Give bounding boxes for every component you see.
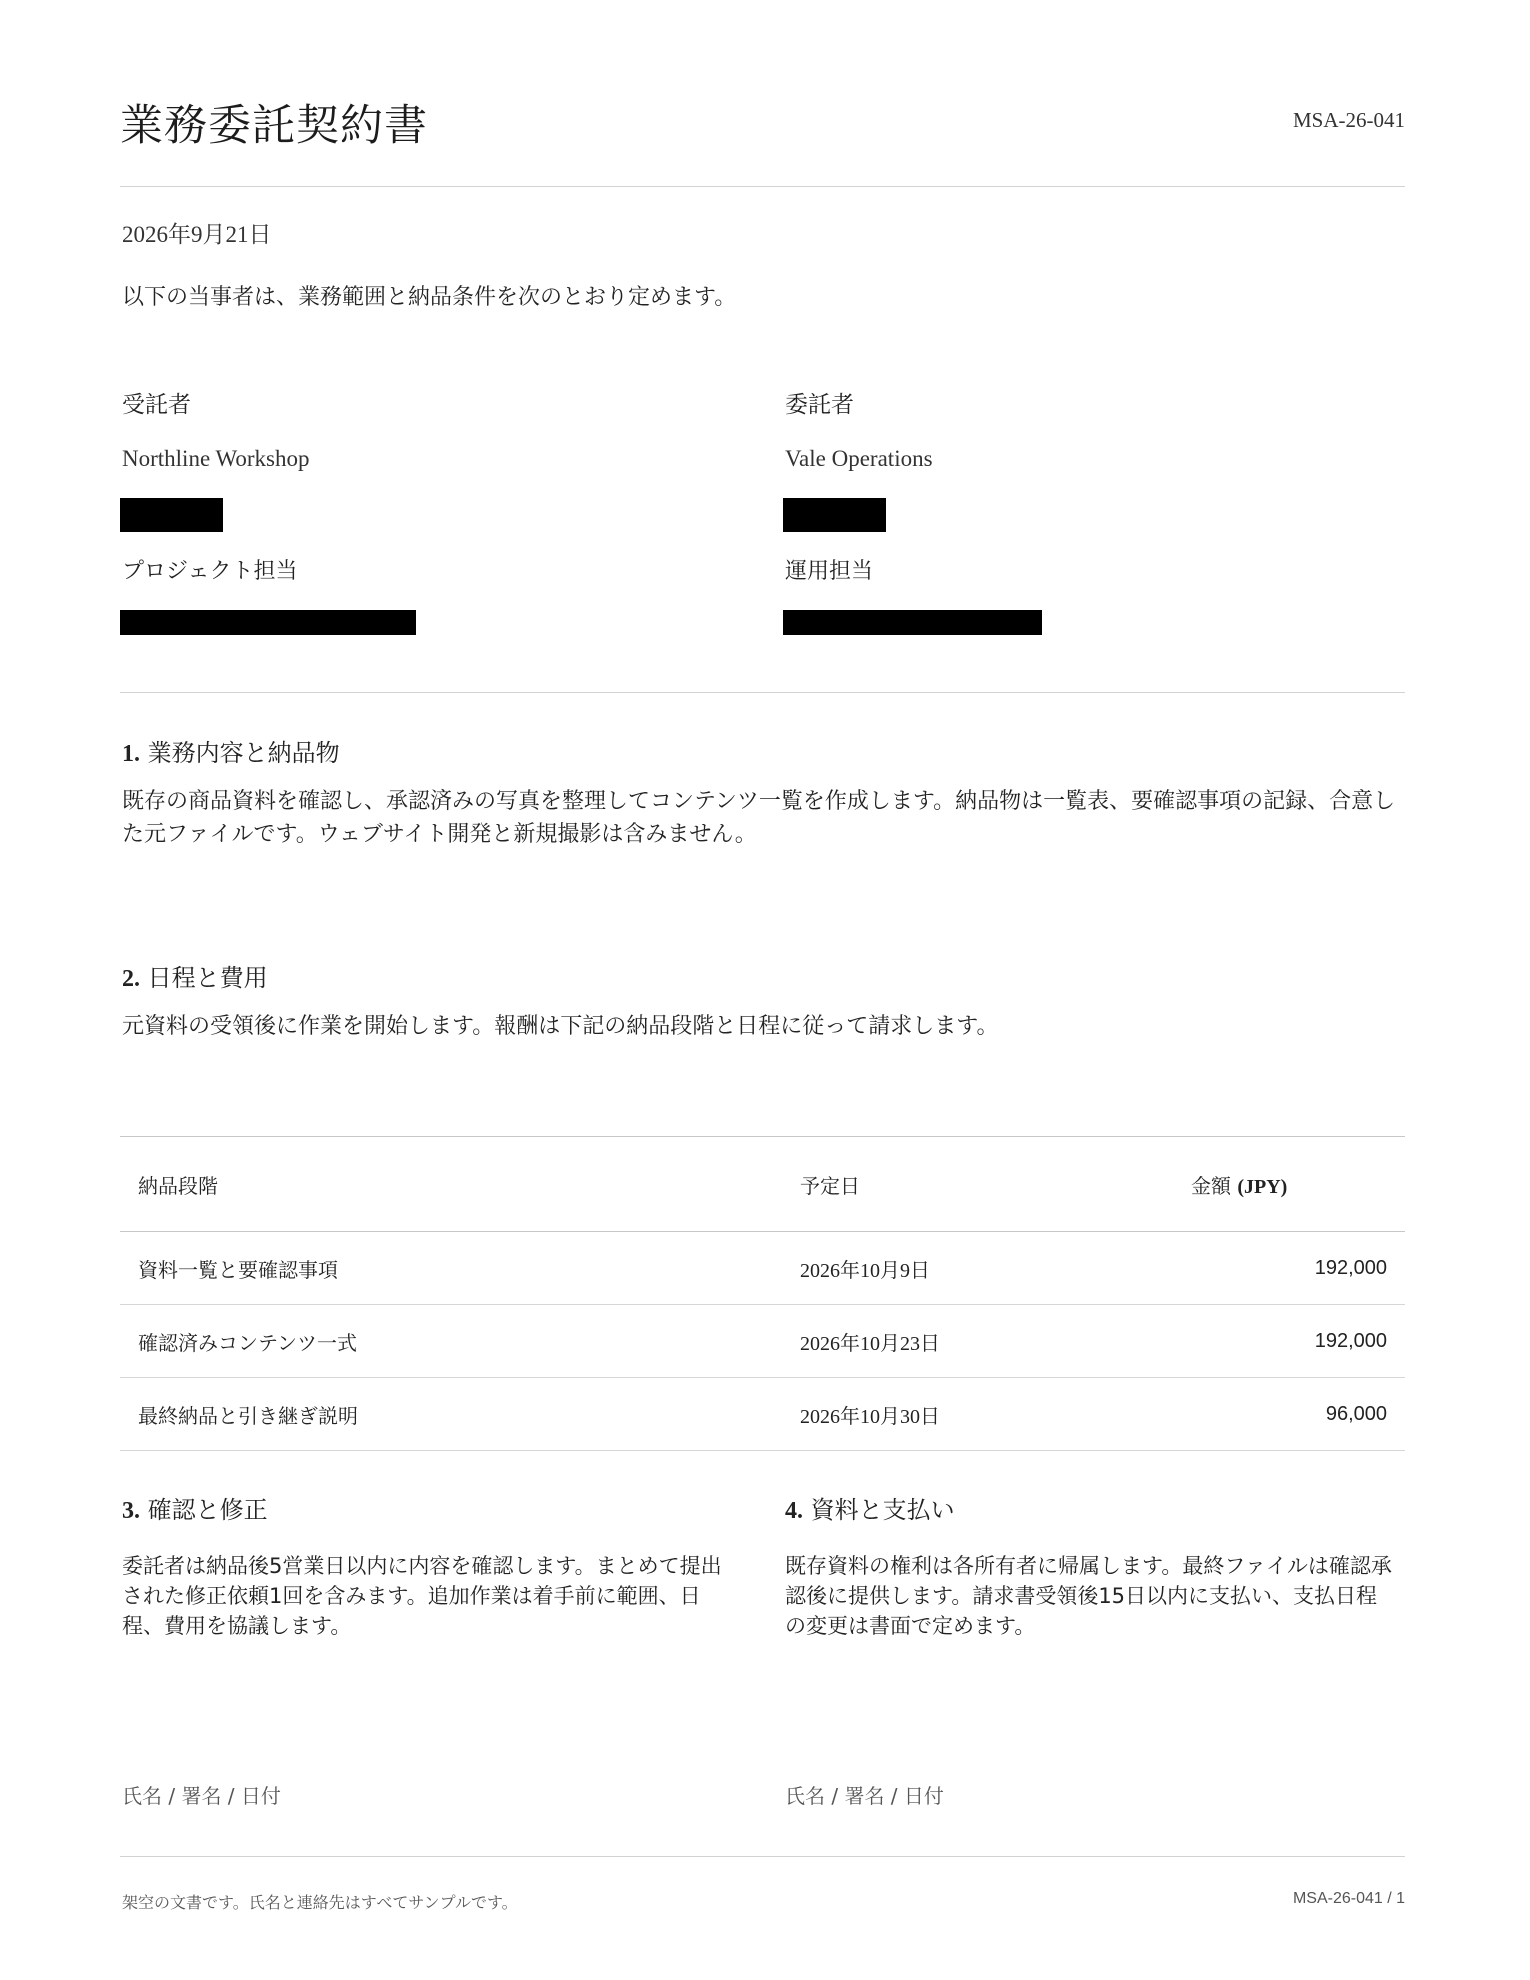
section-heading: 資料と支払い [810, 1496, 955, 1524]
table-row [120, 1378, 1405, 1451]
section-3-title [122, 1490, 732, 1525]
header-amount-unit: (JPY) [1237, 1175, 1288, 1198]
section-4-title [785, 1490, 1395, 1525]
table-header-row [120, 1137, 1405, 1232]
footer-divider [120, 1856, 1405, 1857]
document-id: MSA-26-041 [1292, 108, 1405, 132]
contract-date: 2026年9月21日 [122, 222, 272, 247]
party-role: 受託者 [122, 392, 191, 418]
row-amount: 192,000 [1191, 1305, 1405, 1378]
party-name: Vale Operations [785, 446, 933, 471]
row-stage: 確認済みコンテンツ一式 [120, 1305, 799, 1378]
section-2-body: 元資料の受領後に作業を開始します。報酬は下記の納品段階と日程に従って請求します。 [122, 1014, 999, 1039]
parties-divider [120, 692, 1405, 693]
redaction-bar [120, 610, 416, 635]
section-number: 1. [122, 741, 140, 767]
row-amount: 96,000 [1191, 1378, 1405, 1451]
header-divider [120, 186, 1405, 187]
row-date: 2026年10月30日 [799, 1378, 1191, 1451]
section-4-body: 既存資料の権利は各所有者に帰属します。最終ファイルは確認承認後に提供します。請求書受領後15日以内に支払い、支払日程の変更は書面で定めます。 [785, 1554, 1392, 1638]
row-stage: 資料一覧と要確認事項 [120, 1232, 799, 1305]
row-date: 2026年10月23日 [799, 1305, 1191, 1378]
section-3-body: 委託者は納品後5営業日以内に内容を確認します。まとめて提出された修正依頼1回を含みます。追加作業は着手前に範囲、日程、費用を協議します。 [122, 1554, 722, 1638]
header-date: 予定日 [799, 1137, 1191, 1232]
section-1-body: 既存の商品資料を確認し、承認済みの写真を整理してコンテンツ一覧を作成します。納品物は一覧表、要確認事項の記録、合意した元ファイルです。ウェブサイト開発と新規撮影は含みません。 [122, 789, 1396, 847]
header-amount [1191, 1137, 1405, 1232]
schedule-table [120, 1136, 1405, 1451]
row-stage: 最終納品と引き継ぎ説明 [120, 1378, 799, 1451]
contact-role: プロジェクト担当 [122, 559, 298, 584]
section-heading: 確認と修正 [147, 1496, 268, 1524]
section-number: 3. [122, 1498, 140, 1524]
footer-note: 架空の文書です。氏名と連絡先はすべてサンプルです。 [122, 1893, 518, 1912]
section-number: 4. [785, 1498, 803, 1524]
section-1-title [122, 733, 340, 768]
redaction-bar [783, 610, 1042, 635]
signature-label-left: 氏名 / 署名 / 日付 [122, 1784, 281, 1808]
signature-label-right: 氏名 / 署名 / 日付 [785, 1784, 944, 1808]
section-2-title [122, 958, 268, 993]
party-role: 委託者 [785, 392, 854, 418]
table-row [120, 1232, 1405, 1305]
party-name: Northline Workshop [122, 446, 310, 471]
section-4 [785, 1490, 1395, 1641]
section-heading: 日程と費用 [147, 964, 268, 992]
redaction-bar [783, 498, 886, 532]
redaction-bar [120, 498, 223, 532]
section-number: 2. [122, 966, 140, 992]
section-3 [122, 1490, 732, 1641]
document-title: 業務委託契約書 [120, 101, 428, 151]
table-row [120, 1305, 1405, 1378]
row-date: 2026年10月9日 [799, 1232, 1191, 1305]
row-amount: 192,000 [1191, 1232, 1405, 1305]
intro-text: 以下の当事者は、業務範囲と納品条件を次のとおり定めます。 [122, 285, 737, 310]
contract-page [120, 0, 1405, 1980]
section-heading: 業務内容と納品物 [147, 739, 340, 767]
page-number: MSA-26-041 / 1 [1292, 1890, 1405, 1907]
header-stage: 納品段階 [120, 1137, 799, 1232]
contact-role: 運用担当 [785, 559, 874, 584]
header-amount-label: 金額 [1191, 1173, 1231, 1198]
